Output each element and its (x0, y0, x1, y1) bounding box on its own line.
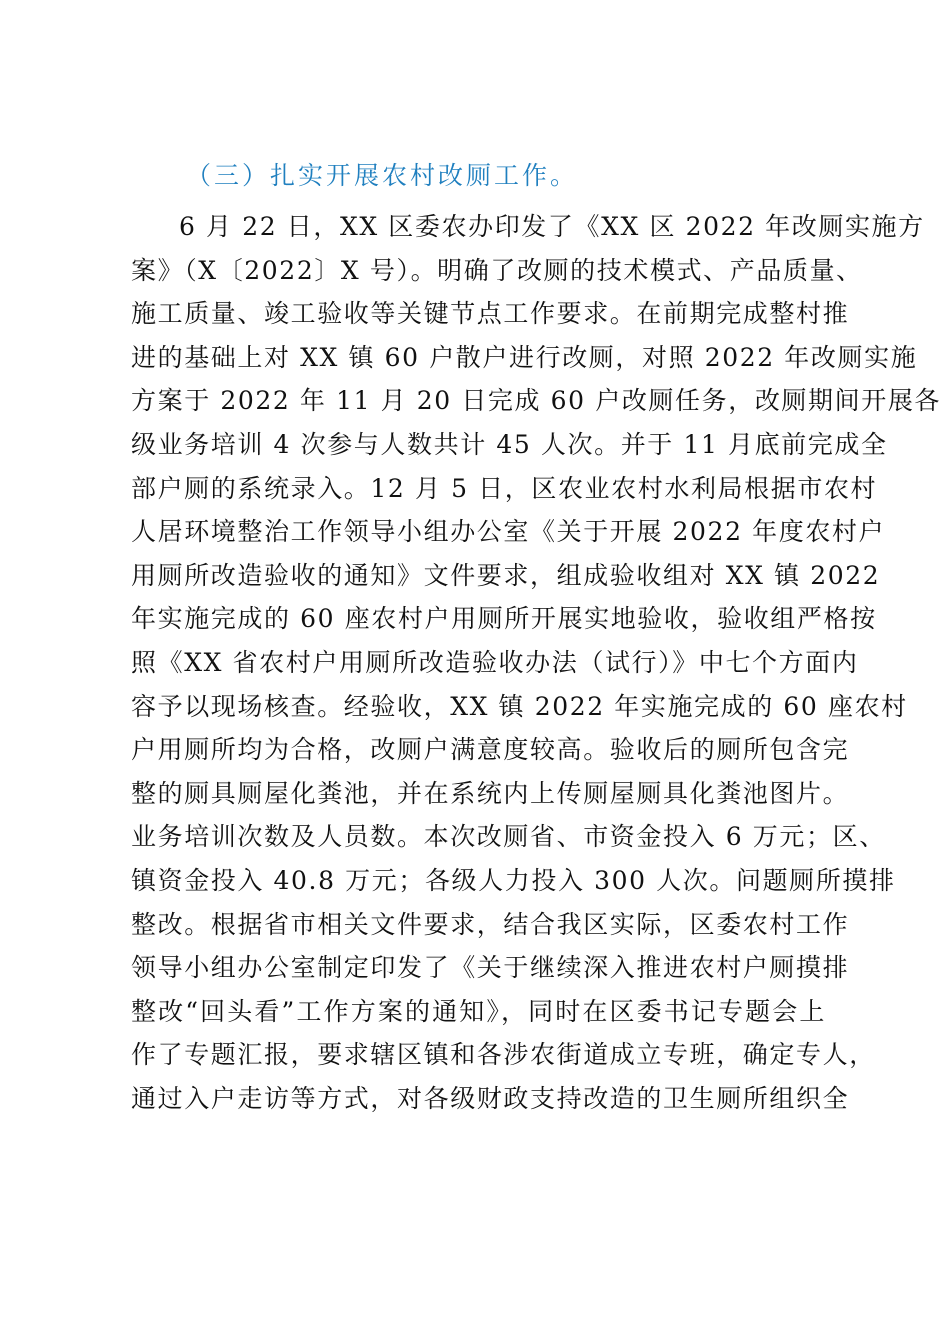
paragraph-line: 容予以现场核查。经验收，XX 镇 2022 年实施完成的 60 座农村 (131, 691, 908, 721)
section-heading: （三）扎实开展农村改厕工作。 (186, 161, 579, 190)
paragraph-line: 进的基础上对 XX 镇 60 户散户进行改厕，对照 2022 年改厕实施 (131, 342, 918, 372)
paragraph-line: 级业务培训 4 次参与人数共计 45 人次。并于 11 月底前完成全 (131, 429, 888, 459)
paragraph-line: 通过入户走访等方式，对各级财政支持改造的卫生厕所组织全 (131, 1083, 850, 1113)
paragraph-line: 人居环境整治工作领导小组办公室《关于开展 2022 年度农村户 (131, 517, 886, 547)
paragraph-line: 作了专题汇报，要求辖区镇和各涉农街道成立专班，确定专人， (131, 1040, 876, 1070)
paragraph-line: 照《XX 省农村户用厕所改造验收办法（试行）》中七个方面内 (131, 647, 859, 677)
paragraph-line: 部户厕的系统录入。12 月 5 日，区农业农村水利局根据市农村 (131, 473, 878, 503)
paragraph-line: 施工质量、竣工验收等关键节点工作要求。在前期完成整村推 (131, 299, 850, 329)
paragraph-line: 用厕所改造验收的通知》文件要求，组成验收组对 XX 镇 2022 (131, 560, 881, 590)
paragraph-line: 业务培训次数及人员数。本次改厕省、市资金投入 6 万元；区、 (131, 822, 886, 852)
paragraph-line: 年实施完成的 60 座农村户用厕所开展实地验收，验收组严格按 (131, 604, 877, 634)
paragraph-line: 整改“回头看”工作方案的通知》，同时在区委书记专题会上 (131, 996, 826, 1026)
paragraph-line: 整的厕具厕屋化粪池，并在系统内上传厕屋厕具化粪池图片。 (131, 778, 850, 808)
paragraph-line: 整改。根据省市相关文件要求，结合我区实际，区委农村工作 (131, 909, 850, 939)
paragraph-line: 方案于 2022 年 11 月 20 日完成 60 户改厕任务，改厕期间开展各 (131, 386, 942, 416)
body-paragraph (131, 205, 942, 1120)
paragraph-line: 6 月 22 日，XX 区委农办印发了《XX 区 2022 年改厕实施方 (179, 212, 925, 241)
paragraph-line: 领导小组办公室制定印发了《关于继续深入推进农村户厕摸排 (131, 953, 850, 983)
paragraph-line: 镇资金投入 40.8 万元；各级人力投入 300 人次。问题厕所摸排 (131, 865, 896, 895)
paragraph-line: 户用厕所均为合格，改厕户满意度较高。验收后的厕所包含完 (131, 735, 850, 765)
paragraph-line: 案》（X〔2022〕X 号）。明确了改厕的技术模式、产品质量、 (131, 255, 863, 285)
